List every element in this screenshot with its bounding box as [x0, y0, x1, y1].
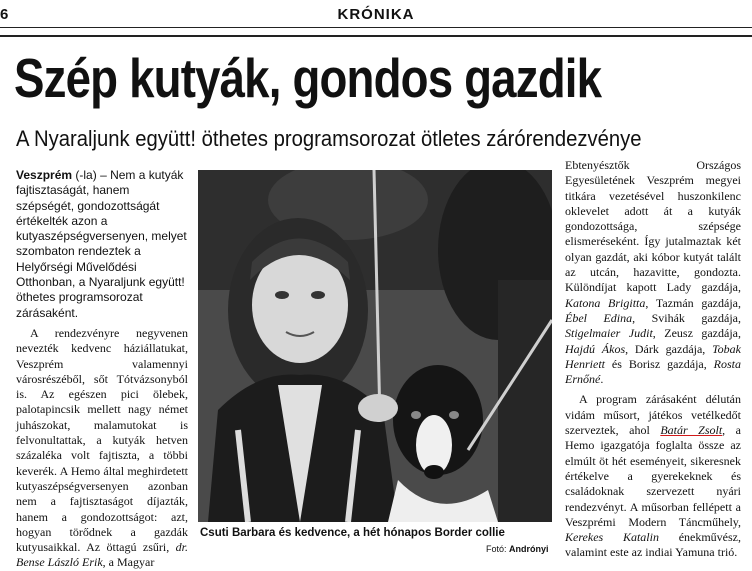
- director-name: Batár Zsolt: [660, 423, 723, 438]
- photo-caption: Csuti Barbara és kedvence, a hét hónapos Border collie: [200, 527, 505, 539]
- dateline: Veszprém: [16, 168, 73, 182]
- winner-name: Rosta Ernőné: [565, 356, 741, 387]
- photo-credit: Fotó: Andrónyi: [486, 544, 549, 554]
- lead-paragraph: [16, 168, 188, 321]
- headline: Szép kutyák, gondos gazdik: [14, 47, 602, 109]
- lead-text: – Nem a kutyák fajtisztaságát, hanem szépségét, gondozottságát értékelték azon a kutyaszépségversenyen, melyet szombaton rendeztek a Helyőrségi Művelődési Otthonban, a Nyaraljunk együtt! öthetes programsorozat zárásaként.: [16, 168, 187, 320]
- winner-name: Tobak Henriett: [565, 341, 741, 371]
- winner-name: Katona Brigitta: [565, 295, 646, 310]
- girl-with-dog-photo: [198, 170, 552, 522]
- section-header: KRÓNIKA: [337, 6, 415, 23]
- article-photo: [198, 170, 552, 522]
- author-tag: (-la): [75, 168, 97, 182]
- header-rule-thick: [0, 35, 752, 37]
- article-column-right: [565, 158, 741, 561]
- page-number: 6: [0, 6, 9, 23]
- winner-name: Ébel Edina: [565, 310, 633, 325]
- body-paragraph: Ebtenyésztők Országos Egyesületének Veszprém megyei titkára vezetésével huszonkilenc oklevelet adott át a kutyák gondozottsága, szépsége elismeréseként. Így jutalmaztak két olyan gazdát, aki kóbor kutyát talált az utcán, hazavitte, gondozta. Különdíjat kapott Lady gazdája, Katona Brigitta, Tazmán gazdája, Ébel Edina, Svihák gazdája, Stigelmaier Judit, Zeusz gazdája, Hajdú Ákos, Dárk gazdája, Tobak Henriett és Borisz gazdája, Rosta Ernőné.: [565, 158, 741, 387]
- winner-name: Stigelmaier Judit: [565, 326, 653, 341]
- performer-name: Kerekes Katalin: [565, 530, 659, 545]
- body-paragraph: A program zárásaként délután vidám műsort, játékos vetélkedőt szerveztek, ahol Batár Zsolt, a Hemo igazgatója foglalta össze az elmúlt öt hét eseményeit, sikeresnek értékelve a gyerekeknek és családoknak szervezett nyári rendezvényt. A műsorban fellépett a Veszprémi Modern Táncműhely, Kerekes Katalin énekművész, valamint este az indiai Yamuna trió.: [565, 392, 742, 560]
- winner-name: Hajdú Ákos: [565, 341, 626, 356]
- judge-name: dr. Bense László Erik: [16, 540, 188, 570]
- body-paragraph: A rendezvényre negyvenen nevezték kedvenc háziállatukat, Veszprém valamennyi városrészéből, sőt Tótvázsonyból is. Az egészen pici ölebek, palotapincsik mellett nagy német juhászokat, malamutokat is felvonultattak, a kutyák hetven százaléka volt fajtiszta, a többi keverék. A Hemo által meghirdetett kutyaszépségversenyen azonban nem a fajtisztaságot díjazták, hanem a gondozottságot: azt, hogyan törődnek a gazdák kutyusaikkal. Az öttagú zsűri, dr. Bense László Erik, a Magyar: [16, 325, 188, 570]
- subheadline: A Nyaraljunk együtt! öthetes programsorozat ötletes zárórendezvénye: [16, 126, 642, 151]
- article-column-left: [16, 168, 188, 571]
- header-rule: [0, 27, 752, 28]
